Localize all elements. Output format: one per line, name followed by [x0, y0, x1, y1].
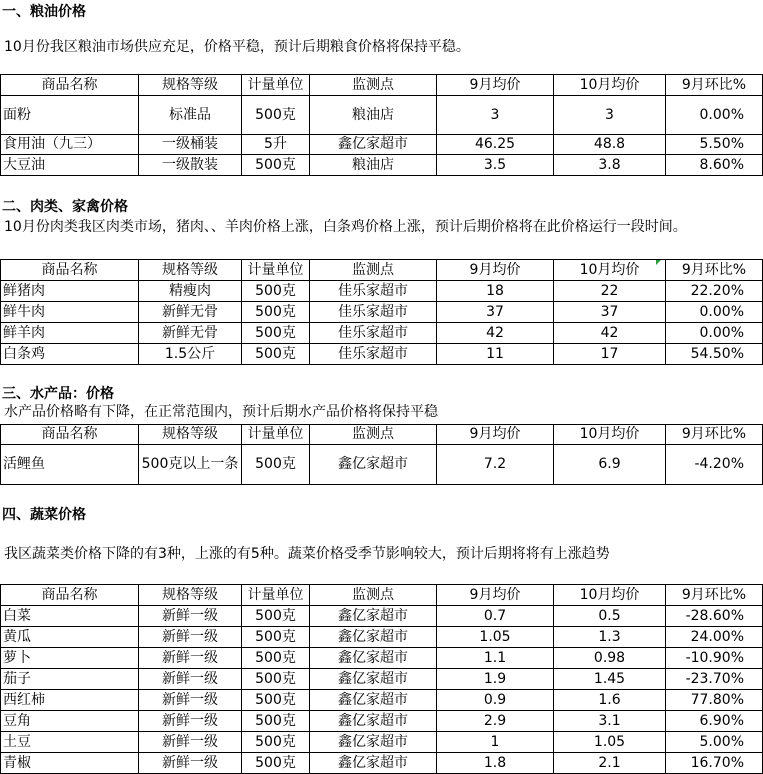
cell-unit: 500克: [242, 323, 310, 344]
cell-site: 鑫亿家超市: [310, 445, 437, 485]
cell-spec: 精瘦肉: [139, 281, 242, 302]
cell-sep-price: 0.7: [437, 606, 554, 627]
cell-name: 茄子: [1, 669, 139, 690]
header-cell: 9月环比%: [666, 260, 763, 281]
header-cell: 监测点: [310, 75, 437, 96]
header-cell: 9月环比%: [666, 75, 763, 96]
table-row: [1, 155, 763, 176]
table-grain-oil: [0, 74, 763, 176]
cell-change: 54.50%: [666, 344, 763, 365]
header-cell: 计量单位: [242, 260, 310, 281]
table-header-row: [1, 585, 763, 606]
header-cell: 9月环比%: [666, 425, 763, 445]
cell-name: 豆角: [1, 711, 139, 732]
cell-unit: 500克: [242, 96, 310, 135]
cell-site: 鑫亿家超市: [310, 732, 437, 753]
cell-name: 鲜羊肉: [1, 323, 139, 344]
table-aquatic: [0, 424, 763, 485]
cell-spec: 一级散装: [139, 155, 242, 176]
table-row: [1, 302, 763, 323]
header-cell: 规格等级: [139, 260, 242, 281]
header-cell: 商品名称: [1, 75, 139, 96]
header-cell: 9月均价: [437, 425, 554, 445]
cell-unit: 500克: [242, 669, 310, 690]
cell-change: 24.00%: [666, 627, 763, 648]
header-cell: 计量单位: [242, 75, 310, 96]
cell-unit: 500克: [242, 690, 310, 711]
table-row: [1, 281, 763, 302]
cell-site: 鑫亿家超市: [310, 711, 437, 732]
cell-spec: 500克以上一条: [139, 445, 242, 485]
cell-sep-price: 7.2: [437, 445, 554, 485]
cell-spec: 新鲜无骨: [139, 323, 242, 344]
header-cell: 商品名称: [1, 425, 139, 445]
cell-unit: 500克: [242, 648, 310, 669]
table-row: [1, 711, 763, 732]
cell-sep-price: 11: [437, 344, 554, 365]
cell-change: 8.60%: [666, 155, 763, 176]
cell-sep-price: 18: [437, 281, 554, 302]
cell-sep-price: 42: [437, 323, 554, 344]
section-note-aquatic: 水产品价格略有下降，在正常范围内，预计后期水产品价格将保持平稳: [4, 404, 438, 420]
cell-spec: 一级桶装: [139, 135, 242, 155]
cell-unit: 500克: [242, 711, 310, 732]
cell-unit: 500克: [242, 445, 310, 485]
cell-change: 22.20%: [666, 281, 763, 302]
cell-change: 5.00%: [666, 732, 763, 753]
header-cell: 监测点: [310, 425, 437, 445]
section-note-vegetables: 我区蔬菜类价格下降的有3种，上涨的有5种。蔬菜价格受季节影响较大，预计后期将将有上涨趋势: [4, 546, 610, 562]
cell-name: 食用油（九三）: [1, 135, 139, 155]
cell-site: 鑫亿家超市: [310, 606, 437, 627]
table-vegetables: [0, 584, 763, 774]
cell-oct-price: 0.5: [554, 606, 666, 627]
cell-change: 0.00%: [666, 323, 763, 344]
table-row: [1, 627, 763, 648]
cell-unit: 500克: [242, 753, 310, 774]
cell-sep-price: 1.8: [437, 753, 554, 774]
cell-name: 白菜: [1, 606, 139, 627]
cell-name: 黄瓜: [1, 627, 139, 648]
cell-spec: 标准品: [139, 96, 242, 135]
cell-site: 佳乐家超市: [310, 344, 437, 365]
table-row: [1, 344, 763, 365]
cell-site: 鑫亿家超市: [310, 690, 437, 711]
cell-spec: 新鲜一级: [139, 732, 242, 753]
table-row: [1, 732, 763, 753]
comment-marker-icon: [656, 260, 661, 265]
section-title-aquatic: 三、水产品：价格: [2, 386, 114, 402]
section-note-grain-oil: 10月份我区粮油市场供应充足，价格平稳，预计后期粮食价格将保持平稳。: [4, 39, 470, 55]
cell-sep-price: 2.9: [437, 711, 554, 732]
header-cell: 监测点: [310, 585, 437, 606]
header-cell: 计量单位: [242, 425, 310, 445]
cell-spec: 新鲜一级: [139, 669, 242, 690]
cell-spec: 新鲜一级: [139, 627, 242, 648]
cell-spec: 1.5公斤: [139, 344, 242, 365]
cell-sep-price: 0.9: [437, 690, 554, 711]
cell-unit: 500克: [242, 155, 310, 176]
cell-site: 粮油店: [310, 155, 437, 176]
cell-name: 活鲤鱼: [1, 445, 139, 485]
cell-oct-price: 1.05: [554, 732, 666, 753]
table-row: [1, 753, 763, 774]
cell-unit: 500克: [242, 627, 310, 648]
cell-change: 77.80%: [666, 690, 763, 711]
header-cell: 9月环比%: [666, 585, 763, 606]
cell-sep-price: 1.05: [437, 627, 554, 648]
cell-name: 西红柿: [1, 690, 139, 711]
cell-change: 0.00%: [666, 302, 763, 323]
section-title-grain-oil: 一、粮油价格: [2, 4, 86, 20]
cell-name: 大豆油: [1, 155, 139, 176]
table-row: [1, 323, 763, 344]
header-cell: 规格等级: [139, 585, 242, 606]
cell-unit: 5升: [242, 135, 310, 155]
cell-change: -4.20%: [666, 445, 763, 485]
header-cell: 10月均价: [554, 75, 666, 96]
cell-name: 鲜牛肉: [1, 302, 139, 323]
table-row: [1, 669, 763, 690]
header-cell: 10月均价: [554, 425, 666, 445]
cell-sep-price: 3.5: [437, 155, 554, 176]
cell-site: 粮油店: [310, 96, 437, 135]
cell-sep-price: 46.25: [437, 135, 554, 155]
cell-change: 5.50%: [666, 135, 763, 155]
cell-site: 鑫亿家超市: [310, 648, 437, 669]
cell-sep-price: 1.9: [437, 669, 554, 690]
cell-name: 青椒: [1, 753, 139, 774]
table-meat-poultry: [0, 259, 763, 365]
cell-site: 佳乐家超市: [310, 302, 437, 323]
cell-unit: 500克: [242, 606, 310, 627]
cell-spec: 新鲜一级: [139, 648, 242, 669]
cell-oct-price: 48.8: [554, 135, 666, 155]
cell-change: 0.00%: [666, 96, 763, 135]
header-cell: 规格等级: [139, 75, 242, 96]
cell-sep-price: 37: [437, 302, 554, 323]
table-header-row: [1, 75, 763, 96]
cell-spec: 新鲜一级: [139, 753, 242, 774]
cell-name: 土豆: [1, 732, 139, 753]
table-row: [1, 690, 763, 711]
header-cell: 9月均价: [437, 585, 554, 606]
cell-spec: 新鲜无骨: [139, 302, 242, 323]
cell-oct-price: 17: [554, 344, 666, 365]
header-cell: 9月均价: [437, 260, 554, 281]
cell-change: -10.90%: [666, 648, 763, 669]
cell-site: 鑫亿家超市: [310, 753, 437, 774]
cell-site: 鑫亿家超市: [310, 669, 437, 690]
cell-spec: 新鲜一级: [139, 711, 242, 732]
section-title-meat-poultry: 二、肉类、家禽价格: [2, 199, 128, 215]
header-cell: 9月均价: [437, 75, 554, 96]
header-cell: 商品名称: [1, 585, 139, 606]
table-row: [1, 96, 763, 135]
table-row: [1, 648, 763, 669]
header-cell: 规格等级: [139, 425, 242, 445]
cell-oct-price: 3: [554, 96, 666, 135]
cell-sep-price: 3: [437, 96, 554, 135]
table-row: [1, 135, 763, 155]
cell-name: 面粉: [1, 96, 139, 135]
cell-oct-price: 1.6: [554, 690, 666, 711]
cell-name: 萝卜: [1, 648, 139, 669]
table-header-row: [1, 260, 763, 281]
cell-oct-price: 37: [554, 302, 666, 323]
cell-unit: 500克: [242, 302, 310, 323]
header-cell: 10月均价: [554, 260, 666, 281]
cell-oct-price: 6.9: [554, 445, 666, 485]
table-row: [1, 606, 763, 627]
cell-change: 6.90%: [666, 711, 763, 732]
cell-oct-price: 2.1: [554, 753, 666, 774]
cell-name: 白条鸡: [1, 344, 139, 365]
header-cell: 商品名称: [1, 260, 139, 281]
cell-spec: 新鲜一级: [139, 690, 242, 711]
header-cell: 计量单位: [242, 585, 310, 606]
cell-sep-price: 1.1: [437, 648, 554, 669]
cell-oct-price: 42: [554, 323, 666, 344]
cell-sep-price: 1: [437, 732, 554, 753]
cell-site: 鑫亿家超市: [310, 627, 437, 648]
cell-unit: 500克: [242, 344, 310, 365]
cell-change: 16.70%: [666, 753, 763, 774]
cell-site: 佳乐家超市: [310, 281, 437, 302]
cell-oct-price: 3.8: [554, 155, 666, 176]
cell-oct-price: 1.45: [554, 669, 666, 690]
cell-spec: 新鲜一级: [139, 606, 242, 627]
cell-change: -23.70%: [666, 669, 763, 690]
cell-oct-price: 3.1: [554, 711, 666, 732]
cell-oct-price: 0.98: [554, 648, 666, 669]
table-header-row: [1, 425, 763, 445]
section-note-meat-poultry: 10月份肉类我区肉类市场，猪肉、、羊肉价格上涨，白条鸡价格上涨，预计后期价格将在此价格运行一段时间。: [4, 219, 687, 235]
cell-name: 鲜猪肉: [1, 281, 139, 302]
header-cell: 10月均价: [554, 585, 666, 606]
cell-unit: 500克: [242, 281, 310, 302]
cell-site: 鑫亿家超市: [310, 135, 437, 155]
cell-change: -28.60%: [666, 606, 763, 627]
cell-oct-price: 1.3: [554, 627, 666, 648]
table-row: [1, 445, 763, 485]
cell-oct-price: 22: [554, 281, 666, 302]
header-cell: 监测点: [310, 260, 437, 281]
section-title-vegetables: 四、蔬菜价格: [2, 507, 86, 523]
cell-unit: 500克: [242, 732, 310, 753]
cell-site: 佳乐家超市: [310, 323, 437, 344]
